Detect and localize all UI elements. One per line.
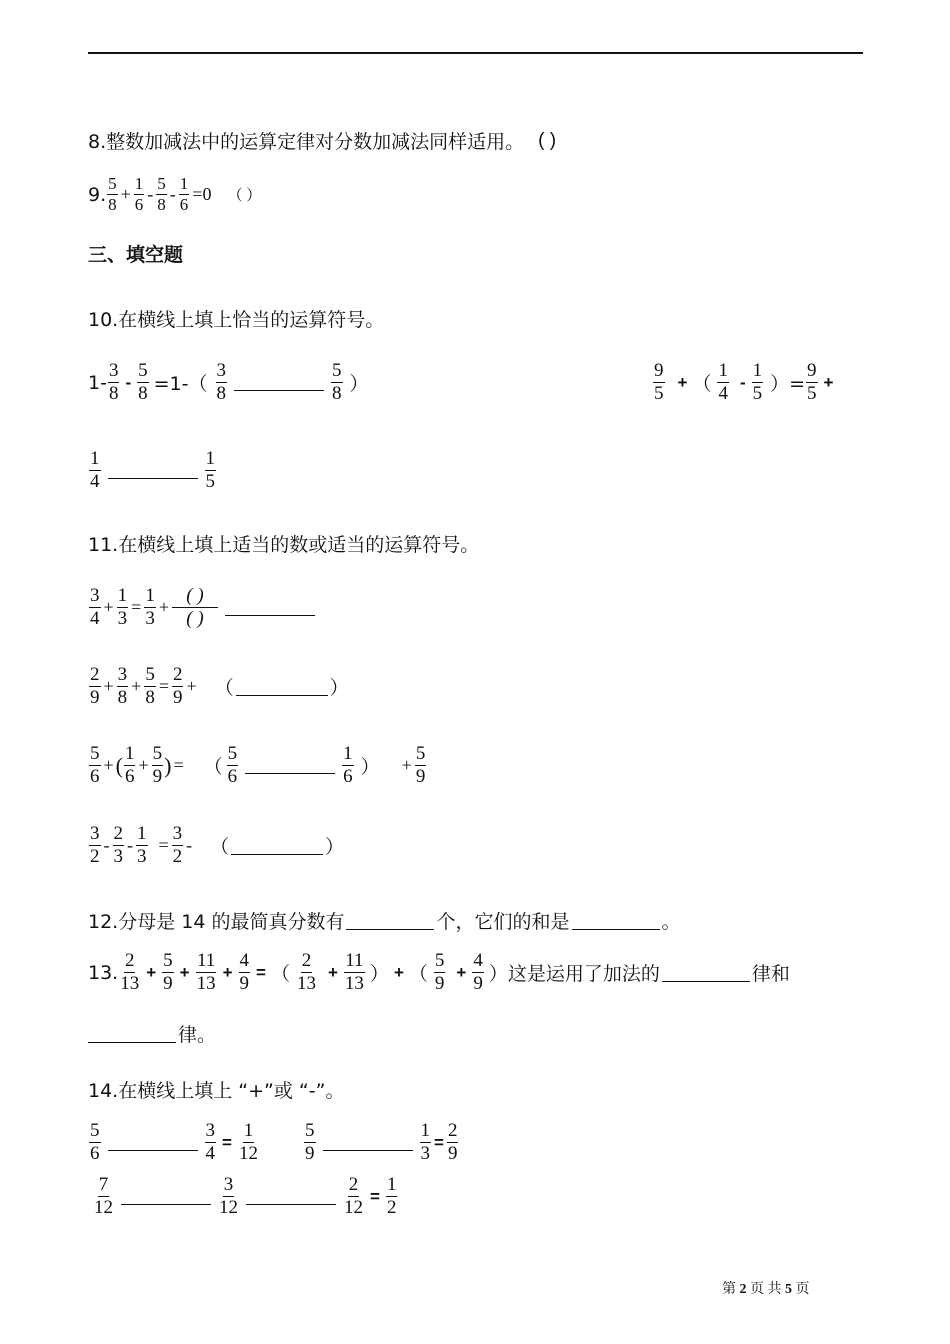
answer-blank[interactable] <box>662 963 750 982</box>
answer-blank[interactable] <box>231 836 323 855</box>
fraction: $\frac{5}{9}$ <box>152 743 163 788</box>
answer-blank[interactable] <box>346 911 434 930</box>
answer-blank[interactable] <box>246 1203 336 1205</box>
fraction: $\frac{2}{9}$ <box>172 664 183 709</box>
fraction: $\frac{5}{8}$ <box>157 174 166 215</box>
fraction: $\frac{3}{2}$ <box>90 823 100 868</box>
fraction: $\frac{5}{9}$ <box>434 950 445 995</box>
answer-blank[interactable] <box>225 614 315 616</box>
fraction: $\frac{1}{6}$ <box>134 174 144 215</box>
fraction: $\frac{5}{6}$ <box>90 1120 100 1165</box>
fraction: $\frac{2}{3}$ <box>113 823 123 868</box>
question-13: 13. $\frac{2}{13}$ + $\frac{5}{9}$ + $\frac{11}{13}$ + $\frac{4}{9}$ = （ $\frac{2}{13}$ + $\frac{11}{13}$ ） + （ $\frac{5}{9}$ + $\frac{4}{9}$ ） 这是运用了加法的 律和 <box>88 950 790 995</box>
fraction: $\frac{2}{12}$ <box>344 1174 363 1219</box>
q10-expression-a: 1- $\frac{3}{8}$ - $\frac{5}{8}$ =1-（ $\frac{3}{8}$ $\frac{5}{8}$ ） <box>88 360 369 405</box>
fraction: $\frac{1}{5}$ <box>205 448 215 493</box>
question-13-continued: 律。 <box>88 1020 216 1047</box>
fraction: $\frac{5}{8}$ <box>108 174 117 215</box>
q11-row-4: $\frac{3}{2}$ - $\frac{2}{3}$ - $\frac{1}{3}$ = $\frac{3}{2}$ - （ ） <box>90 823 345 868</box>
page-number: 2 <box>739 1282 747 1297</box>
q11-title: 11.在横线上填上适当的数或适当的运算符号。 <box>88 534 480 556</box>
answer-blank[interactable] <box>88 1024 176 1043</box>
fraction-blank[interactable]: $\frac{( )}{( )}$ <box>172 585 218 631</box>
fraction: $\frac{2}{13}$ <box>296 950 316 995</box>
fraction: $\frac{3}{12}$ <box>219 1174 238 1219</box>
fraction: $\frac{1}{5}$ <box>752 360 763 405</box>
fraction: $\frac{11}{13}$ <box>196 950 216 995</box>
q10-title: 10.在横线上填上恰当的运算符号。 <box>88 309 385 331</box>
fraction: $\frac{11}{13}$ <box>344 950 364 995</box>
fraction: $\frac{2}{9}$ <box>90 664 100 709</box>
q14-expression-c: $\frac{7}{12}$ $\frac{3}{12}$ $\frac{2}{12}$ = $\frac{1}{2}$ <box>94 1174 397 1219</box>
fraction: $\frac{1}{6}$ <box>124 743 135 788</box>
fraction: $\frac{3}{4}$ <box>205 1120 215 1165</box>
fraction: $\frac{1}{6}$ <box>179 174 189 215</box>
header-rule <box>88 52 863 54</box>
total-pages: 5 <box>785 1282 792 1297</box>
fraction: $\frac{1}{3}$ <box>420 1120 430 1165</box>
fraction: $\frac{5}{9}$ <box>305 1120 315 1165</box>
question-12: 12.分母是 14 的最简真分数有 个，它们的和是 。 <box>88 911 681 933</box>
q11-row-1: $\frac{3}{4}$ + $\frac{1}{3}$ = $\frac{1}{3}$ + $\frac{( )}{( )}$ <box>88 585 321 631</box>
q14-expression-b: $\frac{5}{9}$ $\frac{1}{3}$ = $\frac{2}{9}$ <box>305 1120 458 1165</box>
fraction: $\frac{3}{8}$ <box>117 664 128 709</box>
fraction: $\frac{5}{9}$ <box>163 950 173 995</box>
fraction: $\frac{1}{12}$ <box>238 1120 258 1165</box>
fraction: $\frac{5}{8}$ <box>138 360 148 405</box>
answer-blank[interactable] <box>108 477 198 479</box>
q14-expression-a: $\frac{5}{6}$ $\frac{3}{4}$ = $\frac{1}{12}$ <box>90 1120 258 1165</box>
answer-blank[interactable] <box>236 677 328 696</box>
q11-row-3: $\frac{5}{6}$ + ( $\frac{1}{6}$ + $\frac{5}{9}$ ) = （ $\frac{5}{6}$ $\frac{1}{6}$ ） + $\frac{5}{9}$ <box>90 743 426 788</box>
answer-blank[interactable] <box>323 1149 413 1151</box>
fraction: $\frac{1}{2}$ <box>386 1174 397 1219</box>
fraction: $\frac{1}{3}$ <box>117 585 128 630</box>
fraction: $\frac{5}{9}$ <box>415 743 426 788</box>
fraction: $\frac{3}{8}$ <box>108 360 119 405</box>
fraction: $\frac{5}{6}$ <box>90 743 100 788</box>
q10-expression-b: $\frac{9}{5}$ + （ $\frac{1}{4}$ - $\frac{1}{5}$ ）= $\frac{9}{5}$ + <box>654 360 834 405</box>
fraction: $\frac{3}{2}$ <box>172 823 183 868</box>
fraction: $\frac{1}{6}$ <box>343 743 353 788</box>
q9-number: 9. <box>88 183 107 206</box>
q9-answer-paren[interactable]: （ ） <box>227 188 262 205</box>
fraction: $\frac{5}{8}$ <box>145 664 155 709</box>
answer-blank[interactable] <box>108 1149 198 1151</box>
q8-text: 8.整数加减法中的运算定律对分数加减法同样适用。 <box>88 131 525 153</box>
answer-blank[interactable] <box>121 1203 211 1205</box>
question-8 <box>88 127 556 154</box>
q11-row-2: $\frac{2}{9}$ + $\frac{3}{8}$ + $\frac{5}{8}$ = $\frac{2}{9}$ + （ ） <box>90 664 349 709</box>
fraction: $\frac{2}{9}$ <box>447 1120 458 1165</box>
fraction: $\frac{1}{3}$ <box>137 823 147 868</box>
fraction: $\frac{4}{9}$ <box>473 950 483 995</box>
fraction: $\frac{9}{5}$ <box>654 360 664 405</box>
fraction: $\frac{2}{13}$ <box>120 950 140 995</box>
fraction: $\frac{1}{4}$ <box>718 360 728 405</box>
fraction: $\frac{1}{4}$ <box>90 448 100 493</box>
q10-expression-c <box>88 448 217 494</box>
answer-blank[interactable] <box>245 772 335 774</box>
section-title: 三、填空题 <box>88 244 184 266</box>
answer-blank[interactable] <box>572 911 660 930</box>
fraction: $\frac{5}{8}$ <box>332 360 342 405</box>
q8-answer-paren[interactable]: ( ) <box>538 129 557 151</box>
fraction: $\frac{5}{6}$ <box>227 743 238 788</box>
fraction: $\frac{3}{4}$ <box>90 585 100 630</box>
page-footer: 第 2 页 共 5 页 <box>722 1282 810 1297</box>
q14-title: 14.在横线上填上 “+”或 “-”。 <box>88 1080 345 1102</box>
fraction: $\frac{3}{8}$ <box>216 360 226 405</box>
fraction: $\frac{4}{9}$ <box>239 950 250 995</box>
fraction: $\frac{7}{12}$ <box>94 1174 113 1219</box>
fraction: $\frac{1}{3}$ <box>145 585 155 630</box>
question-9: 9. $\frac{5}{8}$ + $\frac{1}{6}$ - $\frac{5}{8}$ - $\frac{1}{6}$ =0 （ ） <box>88 174 262 215</box>
answer-blank[interactable] <box>234 389 324 391</box>
fraction: $\frac{9}{5}$ <box>807 360 817 405</box>
